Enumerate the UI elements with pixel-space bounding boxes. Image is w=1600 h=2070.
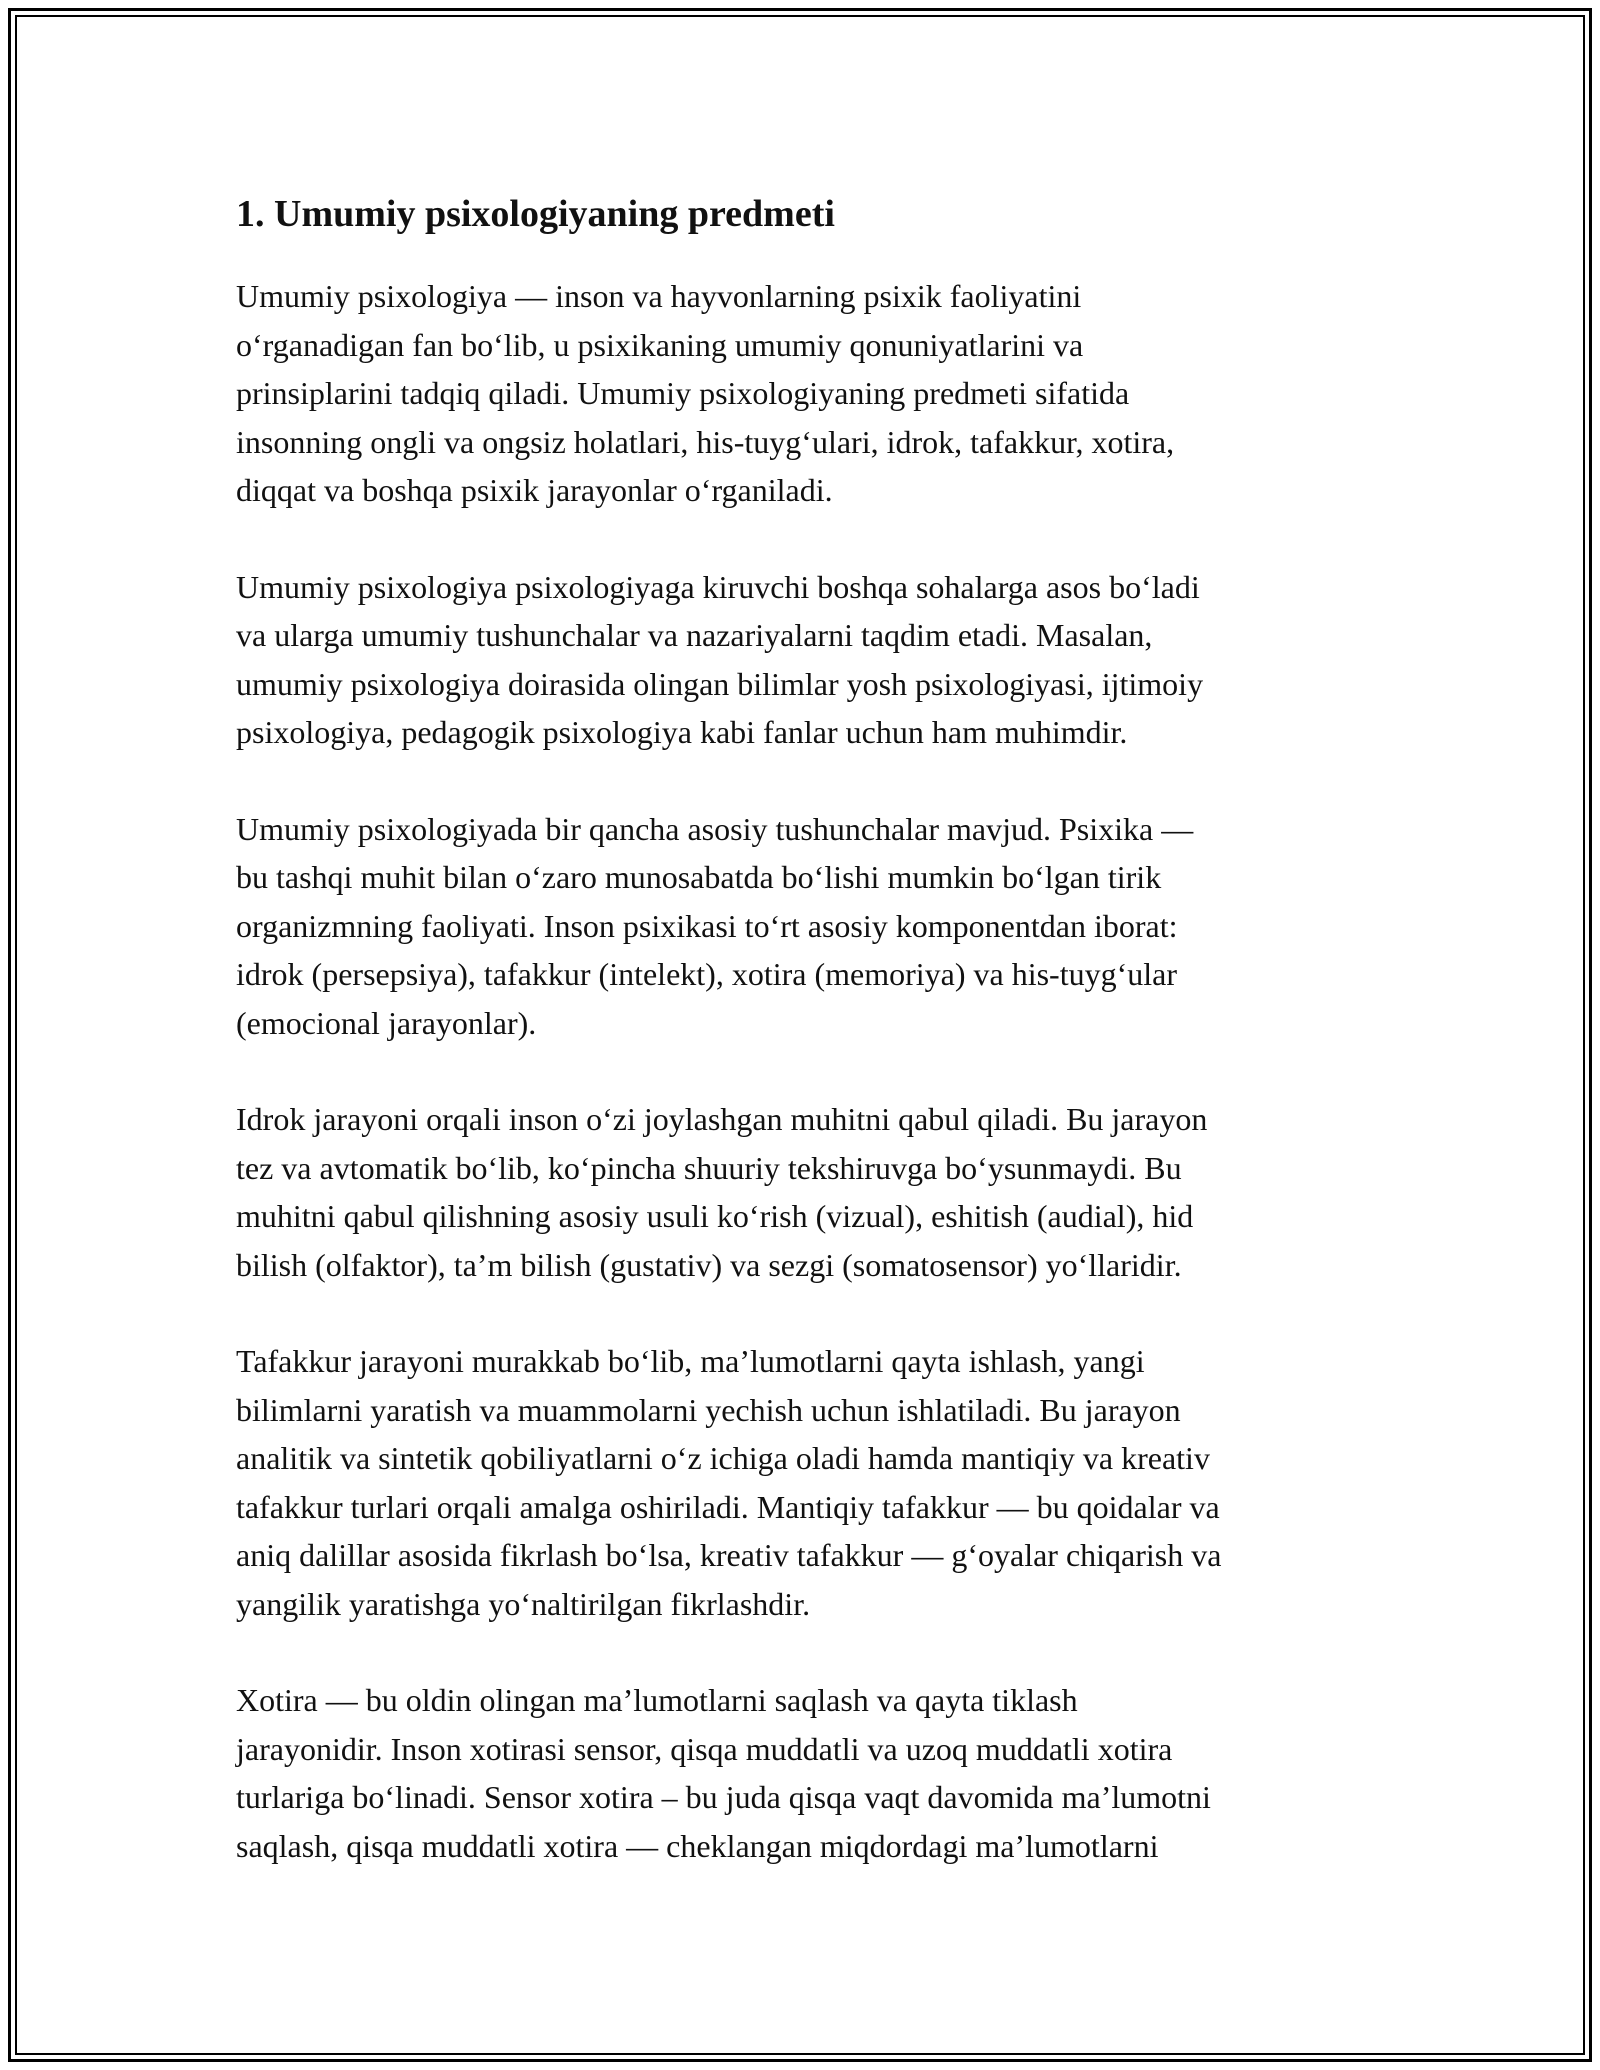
paragraph-foundation: Umumiy psixologiya psixologiyaga kiruvchi boshqa sohalarga asos bo‘ladi va ularga umumiy tushunchalar va nazariyalarni taqdim etadi. Masalan, umumiy psixologiya doirasida olingan bilimlar yosh psixologiyasi, ijtimoiy psixologiya, pedagogik psixologiya kabi fanlar uchun ham muhimdir. (236, 568, 1204, 750)
section-heading: 1. Umumiy psixologiyaning predmeti (236, 193, 835, 235)
paragraph-memory: Xotira — bu oldin olingan ma’lumotlarni saqlash va qayta tiklash jarayonidir. Inson xotirasi sensor, qisqa muddatli va uzoq muddatli xotira turlariga bo‘linadi. Sensor xotira – bu juda qisqa vaqt davomida ma’lumotni saqlash, qisqa muddatli xotira — cheklangan miqdordagi ma’lumotlarni (236, 1682, 1211, 1864)
paragraph-thinking: Tafakkur jarayoni murakkab bo‘lib, ma’lumotlarni qayta ishlash, yangi bilimlarni yaratish va muammolarni yechish uchun ishlatiladi. Bu jarayon analitik va sintetik qobiliyatlarni o‘z ichiga oladi hamda mantiqiy va kreativ tafakkur turlari orqali amalga oshiriladi. Mantiqiy tafakkur — bu qoidalar va aniq dalillar asosida fikrlash bo‘lsa, kreativ tafakkur — g‘oyalar chiqarish va yangilik yaratishga yo‘naltirilgan fikrlashdir. (236, 1343, 1222, 1622)
paragraph-perception: Idrok jarayoni orqali inson o‘zi joylashgan muhitni qabul qiladi. Bu jarayon tez va avtomatik bo‘lib, ko‘pincha shuuriy tekshiruvga bo‘ysunmaydi. Bu muhitni qabul qilishning asosiy usuli ko‘rish (vizual), eshitish (audial), hid bilish (olfaktor), ta’m bilish (gustativ) va sezgi (somatosensor) yo‘llaridir. (236, 1101, 1208, 1283)
paragraph-definition: Umumiy psixologiya — inson va hayvonlarning psixik faoliyatini o‘rganadigan fan bo‘lib, u psixikaning umumiy qonuniyatlarini va prinsiplarini tadqiq qiladi. Umumiy psixologiyaning predmeti sifatida insonning ongli va ongsiz holatlari, his-tuyg‘ulari, idrok, tafakkur, xotira, diqqat va boshqa psixik jarayonlar o‘rganiladi. (236, 278, 1175, 508)
document-body (236, 186, 1384, 1918)
paragraph-concepts: Umumiy psixologiyada bir qancha asosiy tushunchalar mavjud. Psixika — bu tashqi muhit bilan o‘zaro munosabatda bo‘lishi mumkin bo‘lgan tirik organizmning faoliyati. Inson psixikasi to‘rt asosiy komponentdan iborat: idrok (persepsiya), tafakkur (intelekt), xotira (memoriya) va his-tuyg‘ular (emocional jarayonlar). (236, 810, 1194, 1041)
